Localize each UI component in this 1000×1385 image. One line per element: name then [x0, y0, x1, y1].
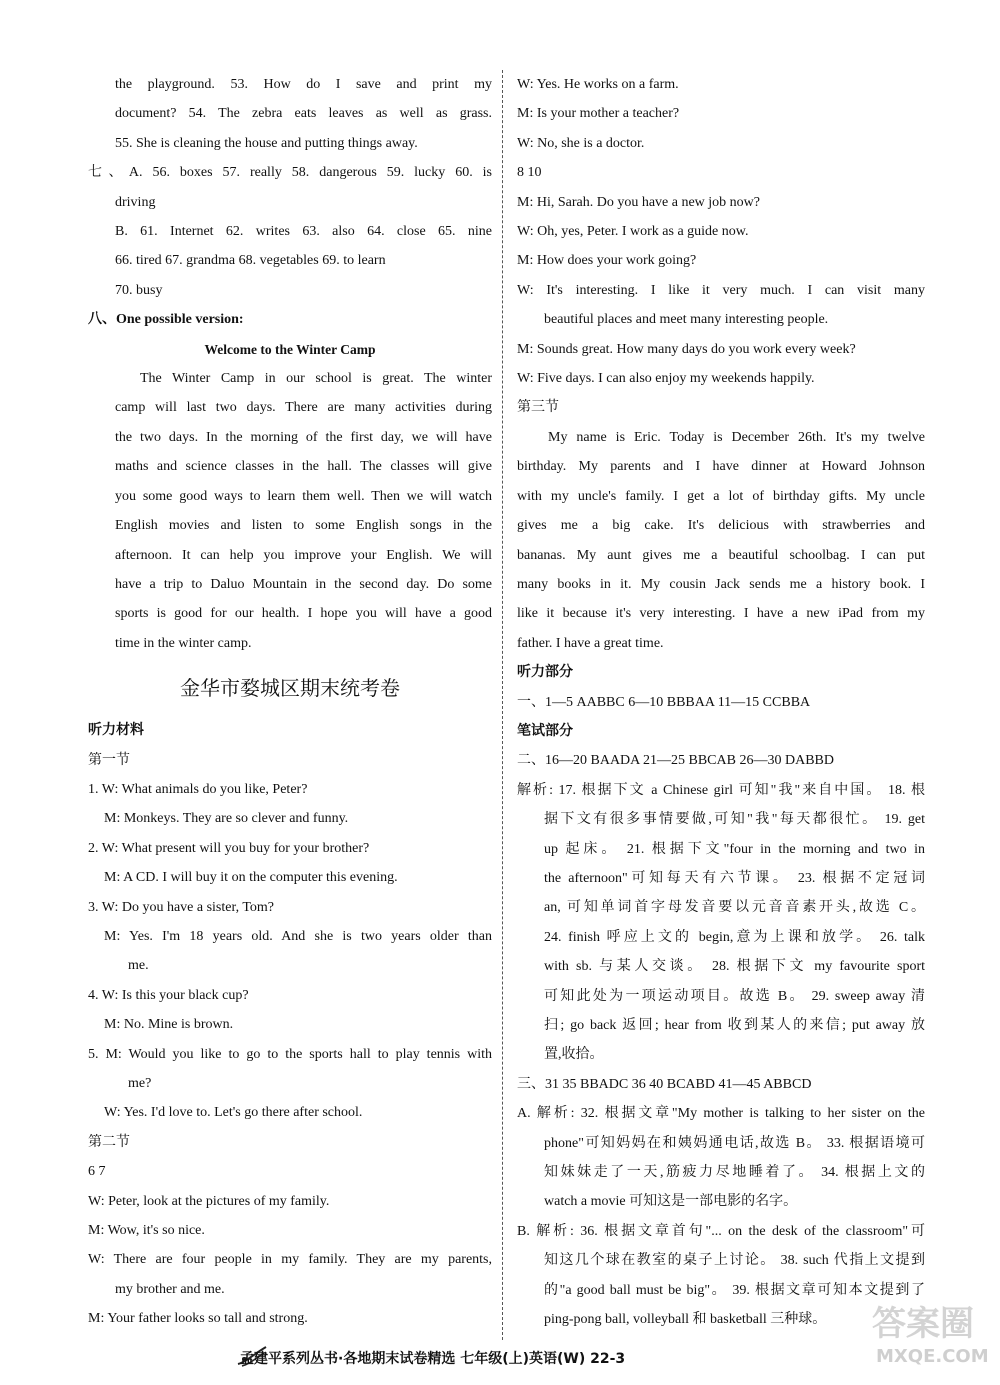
left-text-line: 55. She is cleaning the house and putting things away. — [115, 135, 418, 151]
watermark-line1: 答案圈 — [872, 1304, 974, 1344]
left-text-line: driving — [115, 194, 156, 210]
left-text-line: W: There are four people in my family. They are my parents, — [88, 1252, 492, 1268]
watermark-line2: MXQE.COM — [876, 1346, 989, 1367]
left-text-line: M: Your father looks so tall and strong. — [88, 1311, 308, 1327]
left-text-line: 第一节 — [88, 752, 130, 768]
right-text-line: gives me a big cake. It's delicious with strawberries and — [517, 518, 925, 534]
left-text-line: 6 7 — [88, 1164, 106, 1180]
left-text-line: time in the winter camp. — [115, 635, 252, 651]
left-text-line: M: Wow, it's so nice. — [88, 1223, 205, 1239]
right-text-line: My name is Eric. Today is December 26th. It's my twelve — [548, 429, 925, 445]
left-text-line: me? — [128, 1076, 152, 1091]
left-text-line: B. 61. Internet 62. writes 63. also 64. close 65. nine — [115, 224, 492, 240]
left-text-line: 金华市婺城区期末统考卷 — [180, 678, 400, 701]
right-text-line: 置,收拾。 — [544, 1047, 604, 1063]
right-text-line: 可知此处为一项运动项目。故选 B。 29. sweep away 清 — [544, 988, 925, 1004]
right-text-line: 一、1—5 AABBC 6—10 BBBAA 11—15 CCBBA — [517, 694, 811, 710]
watermark — [872, 1296, 989, 1376]
right-text-line: W: It's interesting. I like it very much. I can visit many — [517, 282, 925, 298]
right-text-line: 三、31 35 BBADC 36 40 BCABD 41—45 ABBCD — [517, 1076, 812, 1092]
right-text-line: W: Yes. He works on a farm. — [517, 77, 679, 92]
left-text-line: you some good ways to learn them well. Then we will watch — [115, 488, 492, 504]
left-text-line: 第二节 — [88, 1134, 130, 1150]
left-text-line: English movies and listen to some English songs in the — [115, 518, 492, 534]
left-text-line: W: Yes. I'd love to. Let's go there after school. — [104, 1105, 363, 1121]
left-column — [88, 70, 492, 1334]
right-text-line: 二、16—20 BAADA 21—25 BBCAB 26—30 DABBD — [517, 753, 834, 769]
left-text-line: 1. W: What animals do you like, Peter? — [88, 781, 308, 797]
left-text-line: 3. W: Do you have a sister, Tom? — [88, 899, 274, 915]
left-text-line: Welcome to the Winter Camp — [204, 341, 376, 357]
left-text-line: 听力材料 — [88, 723, 144, 739]
right-text-line: M: Sounds great. How many days do you work every week? — [517, 341, 856, 357]
left-text-line: my brother and me. — [115, 1281, 225, 1297]
right-text-line: birthday. My parents and I have dinner at Howard Johnson — [517, 459, 925, 475]
right-text-line: 8 10 — [517, 165, 542, 181]
right-text-line: beautiful places and meet many interesting people. — [544, 312, 829, 328]
right-text-line: 解析: 17. 根据下文 a Chinese girl 可知"我"来自中国。 18. 根 — [517, 782, 925, 798]
right-text-line: like it because it's very interesting. I have a new iPad from my — [517, 606, 925, 622]
right-text-line: A. 解析: 32. 根据文章"My mother is talking to her sister on the — [517, 1106, 925, 1122]
left-text-line: 5. M: Would you like to go to the sports hall to play tennis with — [88, 1046, 492, 1062]
right-text-line: an, 可知单词首字母发音要以元音音素开头,故选 C。 — [544, 900, 925, 916]
left-text-line: me. — [128, 958, 149, 974]
left-text-line: M: Yes. I'm 18 years old. And she is two years older than — [104, 928, 492, 944]
column-divider — [502, 70, 503, 1340]
left-text-line: M: Monkeys. They are so clever and funny. — [104, 811, 349, 827]
right-text-line: 24. finish 呼应上文的 begin,意为上课和放学。 26. talk — [544, 929, 925, 945]
left-text-line: the playground. 53. How do I save and print my — [115, 77, 492, 92]
left-text-line: have a trip to Daluo Mountain in the second day. Do some — [115, 576, 492, 592]
left-text-line: 66. tired 67. grandma 68. vegetables 69. to learn — [115, 253, 386, 269]
right-text-line: the afternoon"可知每天有六节课。 23. 根据不定冠词 — [544, 870, 925, 886]
left-text-line: The Winter Camp in our school is great. The winter — [140, 371, 492, 387]
page-footer: 孟建平系列丛书·各地期末试卷精选 七年级(上)英语(W) 22-3 — [240, 1351, 626, 1367]
right-text-line: 笔试部分 — [517, 723, 573, 739]
left-text-line: document? 54. The zebra eats leaves as well as grass. — [115, 106, 492, 122]
right-text-line: 第三节 — [517, 400, 559, 416]
right-text-line: 扫; go back 返回; hear from 收到某人的来信; put away 放 — [544, 1018, 925, 1033]
right-text-line: many books in it. My cousin Jack sends me a history book. I — [517, 576, 925, 592]
left-text-line: M: No. Mine is brown. — [104, 1017, 234, 1033]
left-text-line: afternoon. It can help you improve your English. We will — [115, 547, 492, 563]
right-text-line: M: Is your mother a teacher? — [517, 106, 680, 122]
left-text-line: 70. busy — [115, 282, 163, 298]
right-column — [517, 70, 925, 1334]
right-text-line: bananas. My aunt gives me a beautiful schoolbag. I can put — [517, 547, 925, 563]
right-text-line: father. I have a great time. — [517, 635, 664, 651]
right-text-line: B. 解析: 36. 根据文章首句"... on the desk of the classroom"可 — [517, 1223, 925, 1239]
right-text-line: 知妹妹走了一天,筋疲力尽地睡着了。 34. 根据上文的 — [544, 1165, 925, 1181]
left-text-line: the two days. In the morning of the first day, we will have — [115, 429, 492, 445]
right-text-line: with my uncle's family. I get a lot of birthday gifts. My uncle — [517, 488, 925, 504]
right-text-line: 的"a good ball must be big"。 39. 根据文章可知本文提到了 — [544, 1282, 925, 1298]
right-text-line: 听力部分 — [517, 665, 573, 681]
left-text-line: W: Peter, look at the pictures of my family. — [88, 1193, 330, 1209]
left-text-line: 七、A. 56. boxes 57. really 58. dangerous 59. lucky 60. is — [88, 165, 492, 181]
left-text-line: camp will last two days. There are many activities during — [115, 400, 492, 416]
right-text-line: W: Five days. I can also enjoy my weekends happily. — [517, 371, 815, 387]
right-text-line: watch a movie 可知这是一部电影的名字。 — [544, 1194, 798, 1210]
left-text-line: 2. W: What present will you buy for your brother? — [88, 840, 370, 856]
left-text-line: maths and science classes in the hall. The classes will give — [115, 459, 492, 475]
right-text-line: W: Oh, yes, Peter. I work as a guide now. — [517, 224, 749, 240]
right-text-line: M: How does your work going? — [517, 253, 697, 269]
right-text-line: ping-pong ball, volleyball 和 basketball 三种球。 — [544, 1312, 827, 1328]
left-text-line: M: A CD. I will buy it on the computer this evening. — [104, 870, 398, 886]
right-text-line: up 起床。 21. 根据下文"four in the morning and two in — [544, 841, 925, 857]
right-text-line: M: Hi, Sarah. Do you have a new job now? — [517, 194, 761, 210]
left-text-line: 八、One possible version: — [88, 312, 244, 328]
right-text-line: phone"可知妈妈在和姨妈通电话,故选 B。 33. 根据语境可 — [544, 1135, 925, 1151]
right-text-line: 知这几个球在教室的桌子上讨论。 38. such 代指上文提到 — [544, 1253, 925, 1269]
left-text-line: sports is good for our health. I hope you will have a good — [115, 606, 492, 622]
left-text-line: 4. W: Is this your black cup? — [88, 987, 249, 1003]
right-text-line: W: No, she is a doctor. — [517, 135, 645, 151]
right-text-line: with sb. 与某人交谈。 28. 根据下文 my favourite sport — [544, 959, 925, 975]
right-text-line: 据下文有很多事情要做,可知"我"每天都很忙。 19. get — [544, 812, 925, 828]
